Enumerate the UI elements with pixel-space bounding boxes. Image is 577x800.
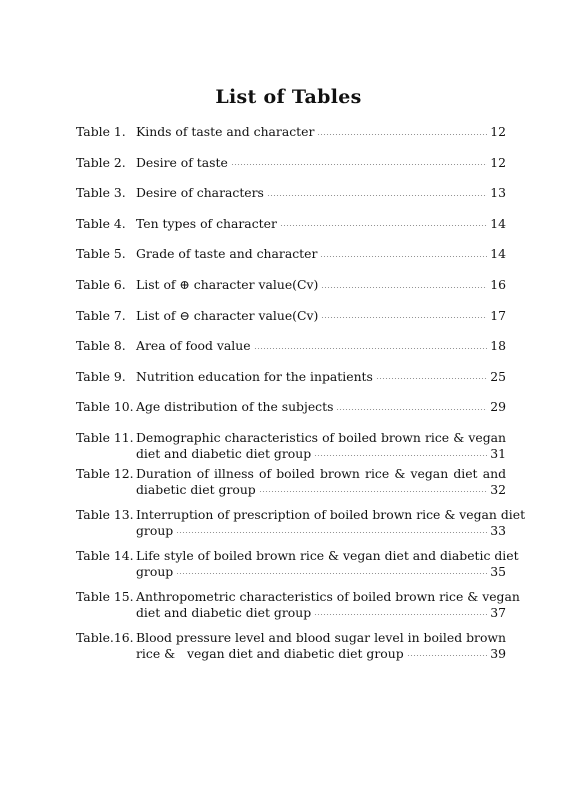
dot-leader [314,614,487,615]
entry-title-line: Anthropometric characteristics of boiled brown rice & vegan [136,588,520,604]
entry-title: diet and diabetic diet group [136,445,312,461]
entry-body [136,466,506,498]
entry-last-line [136,155,506,171]
toc-entry [76,185,506,201]
page-number: 37 [490,604,506,620]
dot-leader [267,195,487,196]
entry-last-line [136,277,506,293]
dot-leader [376,378,487,379]
entry-last-line [136,646,506,662]
dot-leader [320,256,487,257]
page-number: 12 [490,154,506,170]
dot-leader [317,134,487,135]
entry-last-line [136,338,506,354]
page-number: 12 [490,124,506,139]
dot-leader [176,532,487,533]
toc-entry [76,399,506,415]
entry-body [136,630,506,662]
entry-title: List of ⊖ character value(Cv) [136,307,319,323]
page-number: 29 [490,399,506,415]
table-number: Table 4. [76,215,126,231]
entry-last-line [136,369,506,385]
table-number: Table 13. [76,506,134,522]
page-number: 17 [490,307,506,323]
table-number: Table 15. [76,588,134,604]
page-number: 32 [490,481,506,497]
table-number: Table 5. [76,246,126,262]
entry-last-line [136,523,506,539]
dot-leader [314,455,487,456]
entry-body [136,506,526,539]
entry-last-line [136,246,506,262]
entry-body [136,399,506,415]
entry-last-line [136,605,506,621]
table-number: Table 12. [76,465,134,481]
table-number: Table.16. [76,629,134,645]
page-number: 14 [490,246,506,262]
table-number: Table 9. [76,368,126,384]
entry-title: Ten types of character [136,215,277,231]
table-number: Table 8. [76,338,126,354]
table-number: Table 6. [76,277,126,292]
table-number: Table 14. [76,547,134,563]
toc-entry [76,124,506,140]
entry-body [136,185,506,201]
entry-title: Kinds of taste and character [136,124,315,139]
page-number: 14 [490,215,506,231]
dot-leader [176,573,487,574]
table-number: Table 11. [76,429,134,445]
table-number: Table 10. [76,399,134,415]
entry-last-line [136,185,506,201]
toc-entry [76,466,506,498]
page-number: 31 [490,445,506,461]
page-number: 13 [490,185,506,201]
toc-entry [76,547,519,580]
entry-body [136,369,506,385]
table-number: Table 1. [76,124,126,139]
toc-entry [76,246,506,262]
entry-title: List of ⊕ character value(Cv) [136,277,319,292]
entry-title-line: Life style of boiled brown rice & vegan diet and diabetic diet [136,547,519,563]
dot-leader [321,287,487,288]
dot-leader [254,348,488,349]
entry-body [136,124,506,140]
entry-title-line: Blood pressure level and blood sugar level in boiled brown [136,629,506,645]
dot-leader [321,317,487,318]
page-number: 35 [490,563,506,579]
entry-body [136,155,506,171]
entry-title: group [136,563,174,579]
entry-title: Area of food value [136,338,251,354]
page-title: List of Tables [215,86,362,108]
page-number: 25 [490,368,506,384]
entry-title: Age distribution of the subjects [136,399,334,415]
entry-body [136,277,506,293]
page-number: 39 [490,645,506,661]
toc-entry [76,308,506,324]
entry-title: group [136,522,174,538]
entry-last-line [136,399,506,415]
dot-leader [259,491,487,492]
entry-title: Grade of taste and character [136,246,318,262]
entry-body [136,547,519,580]
toc-entry [76,369,506,385]
entry-last-line [136,446,506,462]
entry-last-line [136,216,506,232]
table-number: Table 7. [76,307,126,323]
toc-entry [76,338,506,354]
dot-leader [336,409,487,410]
table-number: Table 3. [76,185,126,201]
toc-entry [76,506,526,539]
entry-title: rice & vegan diet and diabetic diet group [136,645,404,661]
entry-title: Desire of characters [136,185,264,201]
page-number: 16 [490,277,506,292]
entry-title: diet and diabetic diet group [136,604,312,620]
dot-leader [407,655,488,656]
entry-body [136,308,506,324]
page-number: 33 [490,522,506,538]
dot-leader [280,225,487,226]
toc-entry [76,155,506,171]
entry-last-line [136,308,506,324]
entry-title: diabetic diet group [136,481,256,497]
page-number: 18 [490,338,506,354]
entry-title-line: Interruption of prescription of boiled brown rice & vegan diet [136,506,526,522]
entry-body [136,216,506,232]
toc-entry [76,630,506,662]
dot-leader [231,164,487,165]
entry-title: Nutrition education for the inpatients [136,368,373,384]
entry-title: Desire of taste [136,154,228,170]
toc-entry [76,588,520,621]
entry-body [136,430,506,462]
entry-last-line [136,124,506,140]
entry-title-line: Duration of illness of boiled brown rice & vegan diet and [136,465,506,481]
toc-entry [76,430,506,462]
toc-entry [76,277,506,293]
entry-body [136,338,506,354]
toc-entry [76,216,506,232]
table-number: Table 2. [76,154,126,170]
entry-title-line: Demographic characteristics of boiled brown rice & vegan [136,429,506,445]
entry-body [136,246,506,262]
entry-body [136,588,520,621]
entry-last-line [136,564,506,580]
entry-last-line [136,482,506,498]
